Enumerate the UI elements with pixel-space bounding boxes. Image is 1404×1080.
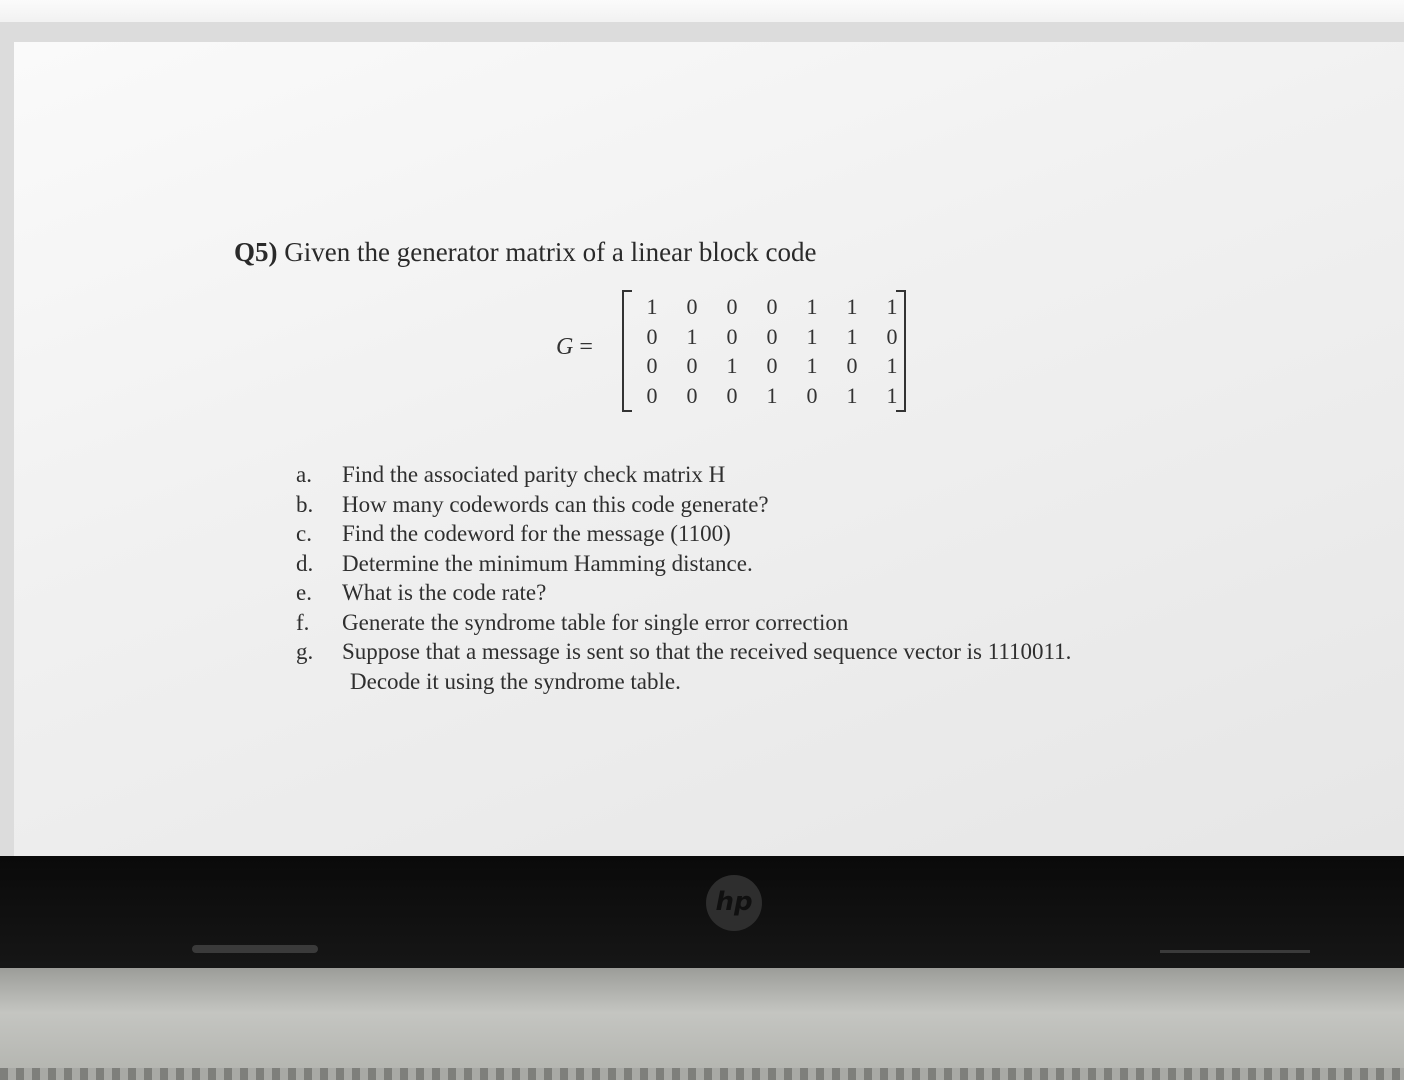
matrix-cell: 0 [766, 353, 778, 378]
part-text: Determine the minimum Hamming distance. [342, 550, 753, 576]
part-text: Find the associated parity check matrix H [342, 462, 726, 487]
question-text: Given the generator matrix of a linear block code [284, 237, 817, 267]
matrix-cell: 0 [646, 382, 658, 408]
part-text: How many codewords can this code generate? [342, 491, 769, 517]
hp-logo: hp [706, 875, 762, 931]
left-bracket [622, 290, 632, 412]
matrix-cell: 1 [806, 353, 818, 378]
matrix-cell: 0 [726, 382, 738, 408]
part-continuation: Decode it using the syndrome table. [350, 668, 681, 694]
matrix-symbol: G [556, 334, 574, 360]
part-letter: b. [296, 491, 314, 517]
matrix-cell: 1 [766, 382, 778, 408]
matrix-cell: 1 [886, 382, 898, 408]
part-letter: a. [296, 462, 312, 487]
part-letter: e. [296, 580, 312, 605]
question-number: Q5) [234, 237, 278, 267]
bezel-vent-right [1160, 950, 1310, 953]
question-title [234, 237, 817, 268]
matrix-cell: 0 [686, 382, 698, 408]
document-screen [14, 42, 1404, 857]
matrix-cell: 1 [806, 294, 818, 319]
part-letter: g. [296, 639, 314, 664]
matrix-cell: 0 [686, 353, 698, 378]
matrix-cell: 0 [846, 353, 858, 378]
matrix-cell: 1 [806, 323, 818, 349]
matrix-cell: 0 [726, 294, 738, 319]
matrix-cell: 0 [646, 323, 658, 349]
matrix-cell: 1 [846, 382, 858, 408]
matrix-cell: 1 [846, 294, 858, 319]
matrix-cell: 1 [886, 353, 898, 378]
matrix-cell: 1 [726, 353, 738, 378]
matrix-cell: 0 [766, 323, 778, 349]
part-letter: c. [296, 521, 312, 546]
matrix-equals: = [579, 334, 593, 360]
matrix-cell: 0 [766, 294, 778, 319]
part-text: Generate the syndrome table for single error correction [342, 609, 849, 635]
bezel-vent-left [192, 945, 318, 953]
matrix-cell: 0 [726, 323, 738, 349]
part-text: Find the codeword for the message (1100) [342, 521, 731, 546]
keyboard-edge [0, 1068, 1404, 1080]
generator-matrix [616, 290, 912, 412]
part-text: Suppose that a message is sent so that the received sequence vector is 1110011. [342, 639, 1072, 664]
matrix-cell: 1 [886, 294, 898, 319]
part-letter: f. [296, 609, 310, 635]
matrix-cell: 1 [686, 323, 698, 349]
matrix-cell: 0 [686, 294, 698, 319]
part-text: What is the code rate? [342, 580, 547, 605]
matrix-cell: 0 [806, 382, 818, 408]
laptop-body [0, 968, 1404, 1080]
matrix-cell: 0 [886, 323, 898, 349]
screen-frame [0, 22, 1404, 862]
part-letter: d. [296, 550, 314, 576]
matrix-cell: 1 [846, 323, 858, 349]
matrix-cell: 0 [646, 353, 658, 378]
matrix-grid [632, 292, 912, 410]
matrix-cell: 1 [646, 294, 658, 319]
matrix-label [556, 334, 593, 361]
